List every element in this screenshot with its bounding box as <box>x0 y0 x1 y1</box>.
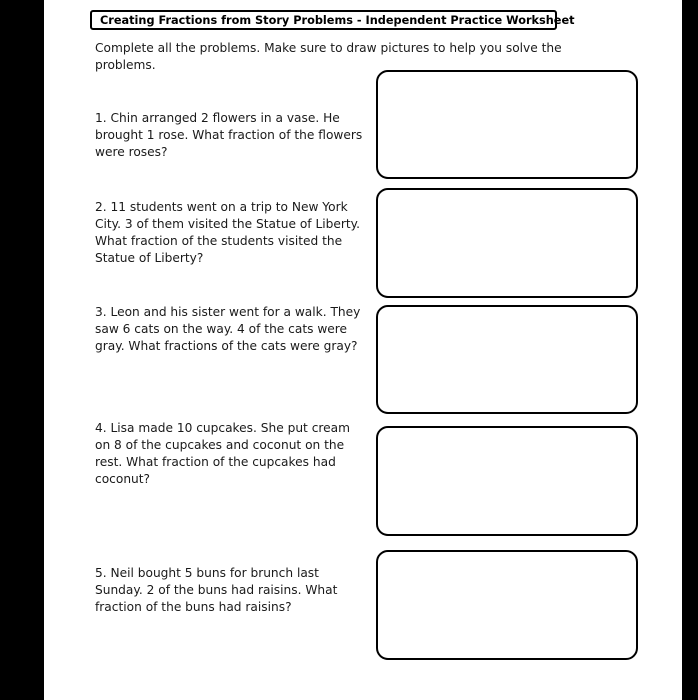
problem-1-answer-box[interactable] <box>376 70 638 179</box>
problem-5-text: 5. Neil bought 5 buns for brunch last Sunday. 2 of the buns had raisins. What fraction of the buns had raisins? <box>95 566 338 614</box>
problem-2-answer-box[interactable] <box>376 188 638 298</box>
problem-4-text: 4. Lisa made 10 cupcakes. She put cream on 8 of the cupcakes and coconut on the rest. What fraction of the cupcakes had coconut? <box>95 421 350 486</box>
problem-5-answer-box[interactable] <box>376 550 638 660</box>
worksheet-page <box>44 0 682 700</box>
worksheet-title: Creating Fractions from Story Problems - Independent Practice Worksheet <box>90 10 557 30</box>
problem-3-answer-box[interactable] <box>376 305 638 414</box>
problem-1-text: 1. Chin arranged 2 flowers in a vase. He brought 1 rose. What fraction of the flowers were roses? <box>95 111 363 159</box>
problem-2-text: 2. 11 students went on a trip to New York City. 3 of them visited the Statue of Liberty. What fraction of the students visited the Statue of Liberty? <box>95 200 361 265</box>
problem-4-answer-box[interactable] <box>376 426 638 536</box>
instructions: Complete all the problems. Make sure to draw pictures to help you solve the problems. <box>95 41 562 72</box>
problem-3-text: 3. Leon and his sister went for a walk. They saw 6 cats on the way. 4 of the cats were gray. What fractions of the cats were gray? <box>95 305 361 353</box>
